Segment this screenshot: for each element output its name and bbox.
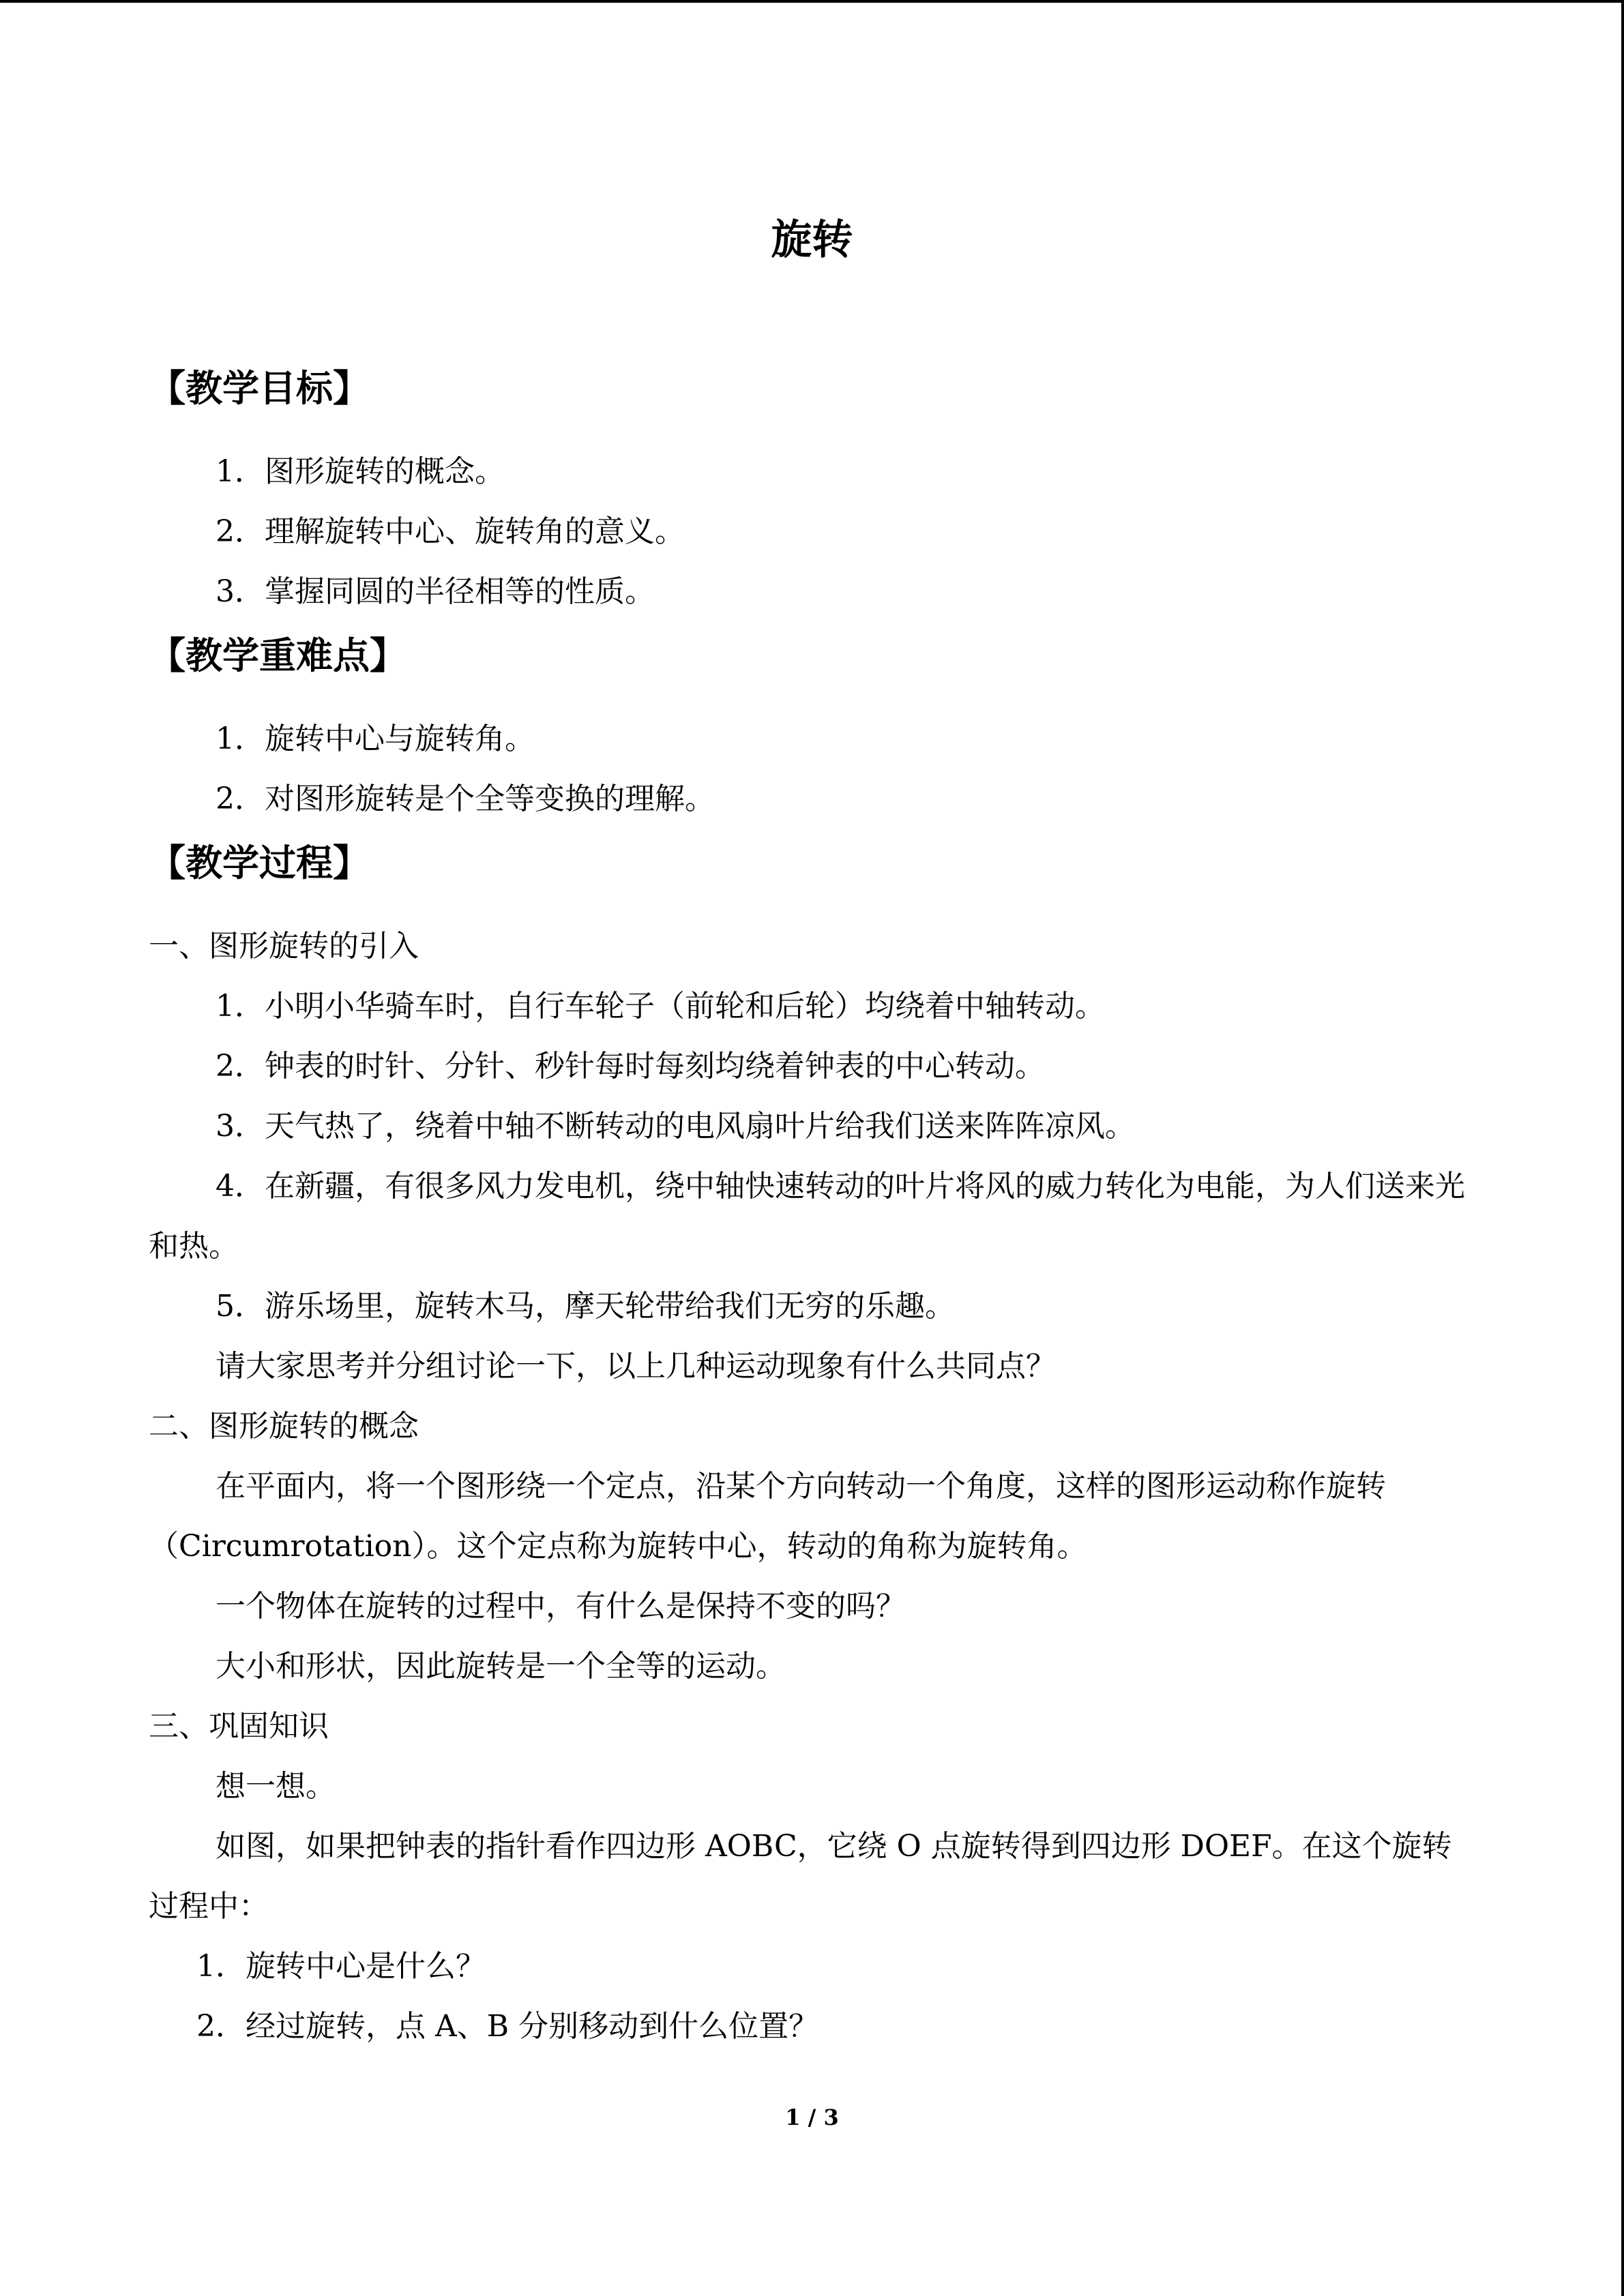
page-border-top	[0, 0, 1624, 3]
heading-process: 【教学过程】	[149, 841, 370, 884]
part1-item: 1．小明小华骑车时，自行车轮子（前轮和后轮）均绕着中轴转动。	[216, 989, 1105, 1024]
part3-item: 如图，如果把钟表的指针看作四边形 AOBC，它绕 O 点旋转得到四边形 DOEF。在这个旋转过程中：	[149, 1829, 1452, 1924]
part2-answer: 大小和形状，因此旋转是一个全等的运动。	[216, 1649, 786, 1684]
heading-key-points: 【教学重难点】	[149, 634, 407, 677]
page-number: 1 / 3	[785, 2104, 839, 2130]
key-point-item: 2．对图形旋转是个全等变换的理解。	[216, 781, 715, 816]
part1-title: 一、图形旋转的引入	[149, 929, 419, 964]
objective-item: 3．掌握同圆的半径相等的性质。	[216, 574, 655, 609]
part1-item: 4．在新疆，有很多风力发电机，绕中轴快速转动的叶片将风的威力转化为电能，为人们送来光和热。	[149, 1169, 1465, 1264]
objective-item: 2．理解旋转中心、旋转角的意义。	[216, 514, 685, 549]
part3-title: 三、巩固知识	[149, 1709, 329, 1744]
part1-item: 2．钟表的时针、分针、秒针每时每刻均绕着钟表的中心转动。	[216, 1049, 1045, 1084]
part1-question: 请大家思考并分组讨论一下，以上几种运动现象有什么共同点？	[216, 1349, 1056, 1384]
rotation-definition: 在平面内，将一个图形绕一个定点，沿某个方向转动一个角度，这样的图形运动称作旋转（Circumrotation）。这个定点称为旋转中心，转动的角称为旋转角。	[149, 1469, 1386, 1564]
key-point-item: 1．旋转中心与旋转角。	[216, 721, 535, 756]
objective-item: 1．图形旋转的概念。	[216, 454, 505, 489]
part1-item: 3．天气热了，绕着中轴不断转动的电风扇叶片给我们送来阵阵凉风。	[216, 1109, 1135, 1144]
document-body	[149, 355, 1475, 2057]
part3-question: 2．经过旋转，点 A、B 分别移动到什么位置？	[196, 2009, 819, 2044]
document-title: 旋转	[771, 216, 853, 264]
part2-title: 二、图形旋转的概念	[149, 1409, 419, 1444]
heading-objectives: 【教学目标】	[149, 367, 370, 410]
part3-question: 1．旋转中心是什么？	[196, 1949, 486, 1984]
part3-item: 想一想。	[216, 1769, 336, 1804]
page-border-right	[1621, 0, 1624, 2296]
part1-item: 5．游乐场里，旋转木马，摩天轮带给我们无穷的乐趣。	[216, 1289, 955, 1324]
part2-question: 一个物体在旋转的过程中，有什么是保持不变的吗？	[216, 1589, 906, 1624]
